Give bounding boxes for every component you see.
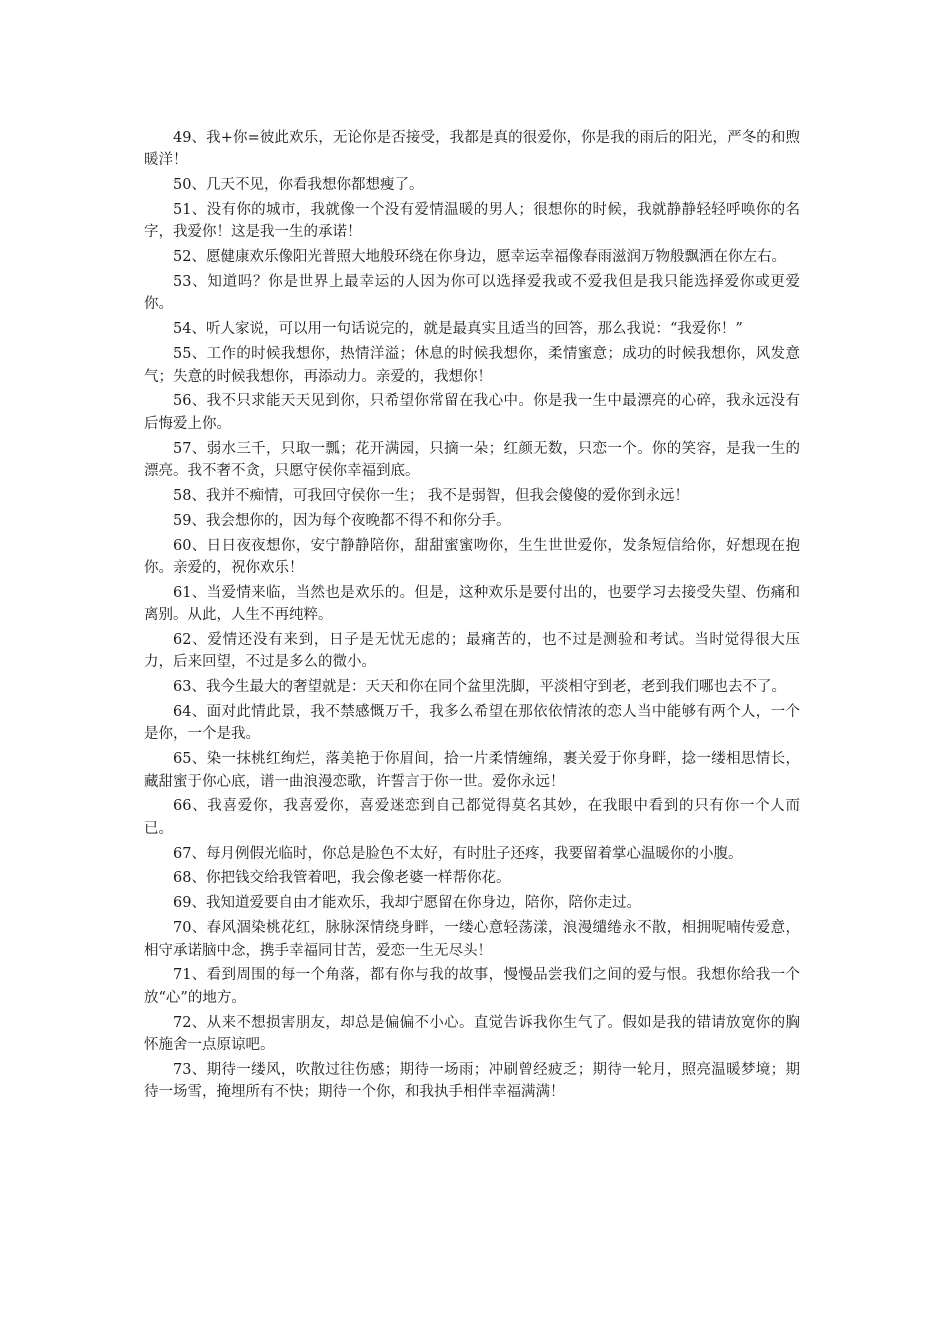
paragraph-60: 60、日日夜夜想你，安宁静静陪你，甜甜蜜蜜吻你，生生世世爱你，发条短信给你，好想现在抱你。亲爱的，祝你欢乐！ (144, 537, 800, 576)
paragraph-52: 52、愿健康欢乐像阳光普照大地般环绕在你身边，愿幸运幸福像春雨滋润万物般飘洒在你左右。 (173, 249, 786, 266)
paragraph-73: 73、期待一缕风，吹散过往伤感；期待一场雨；冲刷曾经疲乏；期待一轮月，照亮温暖梦境；期待一场雪，掩埋所有不快；期待一个你，和我执手相伴幸福满满！ (144, 1061, 800, 1101)
paragraph-64: 64、面对此情此景，我不禁感慨万千，我多么希望在那依依情浓的恋人当中能够有两个人，一个是你，一个是我。 (144, 704, 800, 743)
paragraph-57: 57、弱水三千，只取一瓢；花开满园，只摘一朵；红颜无数，只恋一个。你的笑容，是我一生的漂亮。我不奢不贪，只愿守侯你幸福到底。 (144, 440, 800, 479)
paragraph-66: 66、我喜爱你，我喜爱你，喜爱迷恋到自己都觉得莫名其妙，在我眼中看到的只有你一个人而已。 (144, 798, 800, 837)
paragraph-56: 56、我不只求能天天见到你，只希望你常留在我心中。你是我一生中最漂亮的心碎，我永远没有后悔爱上你。 (144, 393, 800, 432)
paragraph-51: 51、没有你的城市，我就像一个没有爱情温暖的男人；很想你的时候，我就静静轻轻呼唤你的名字，我爱你！这是我一生的承诺！ (144, 202, 800, 241)
paragraph-62: 62、爱情还没有来到，日子是无忧无虑的；最痛苦的，也不过是测验和考试。当时觉得很大压力，后来回望，不过是多么的微小。 (144, 631, 800, 671)
paragraph-69: 69、我知道爱要自由才能欢乐，我却宁愿留在你身边，陪你，陪你走过。 (173, 895, 641, 912)
document-body (144, 127, 800, 1106)
paragraph-71: 71、看到周围的每一个角落，都有你与我的故事，慢慢品尝我们之间的爱与恨。我想你给我一个放“心”的地方。 (144, 967, 800, 1006)
paragraph-55: 55、工作的时候我想你，热情洋溢；休息的时候我想你，柔情蜜意；成功的时候我想你，风发意气；失意的时候我想你，再添动力。亲爱的，我想你！ (144, 346, 800, 385)
paragraph-58: 58、我并不痴情，可我回守侯你一生； 我不是弱智，但我会傻傻的爱你到永远！ (173, 487, 690, 504)
paragraph-65: 65、染一抹桃红绚烂，落美艳于你眉间，拾一片柔情缠绵，裹关爱于你身畔，捻一缕相思情长，藏甜蜜于你心底，谱一曲浪漫恋歌，许誓言于你一世。爱你永远！ (144, 751, 800, 790)
paragraph-54: 54、听人家说，可以用一句话说完的，就是最真实且适当的回答，那么我说：“我爱你！” (173, 321, 743, 338)
paragraph-67: 67、每月例假光临时，你总是脸色不太好，有时肚子还疼，我要留着掌心温暖你的小腹。 (173, 845, 743, 862)
paragraph-72: 72、从来不想损害朋友，却总是偏偏不小心。直觉告诉我你生气了。假如是我的错请放宽你的胸怀施舍一点原谅吧。 (144, 1014, 800, 1053)
paragraph-59: 59、我会想你的，因为每个夜晚都不得不和你分手。 (173, 512, 511, 529)
paragraph-49: 49、我+你=彼此欢乐，无论你是否接受，我都是真的很爱你，你是我的雨后的阳光，严冬的和煦暖洋！ (144, 130, 800, 169)
paragraph-70: 70、春风涸染桃花红，脉脉深情绕身畔，一缕心意轻荡漾，浪漫缱绻永不散，相拥呢喃传爱意，相守承诺脑中念，携手幸福同甘苦，爱恋一生无尽头！ (144, 920, 800, 959)
paragraph-61: 61、当爱情来临，当然也是欢乐的。但是，这种欢乐是要付出的，也要学习去接受失望、伤痛和离别。从此，人生不再纯粹。 (144, 584, 800, 624)
paragraph-50: 50、几天不见，你看我想你都想瘦了。 (173, 177, 424, 194)
paragraph-63: 63、我今生最大的奢望就是：天天和你在同个盆里洗脚，平淡相守到老，老到我们哪也去不了。 (173, 679, 786, 696)
paragraph-53: 53、知道吗？你是世界上最幸运的人因为你可以选择爱我或不爱我但是我只能选择爱你或更爱你。 (144, 274, 800, 313)
paragraph-68: 68、你把钱交给我管着吧，我会像老婆一样帮你花。 (173, 870, 511, 887)
